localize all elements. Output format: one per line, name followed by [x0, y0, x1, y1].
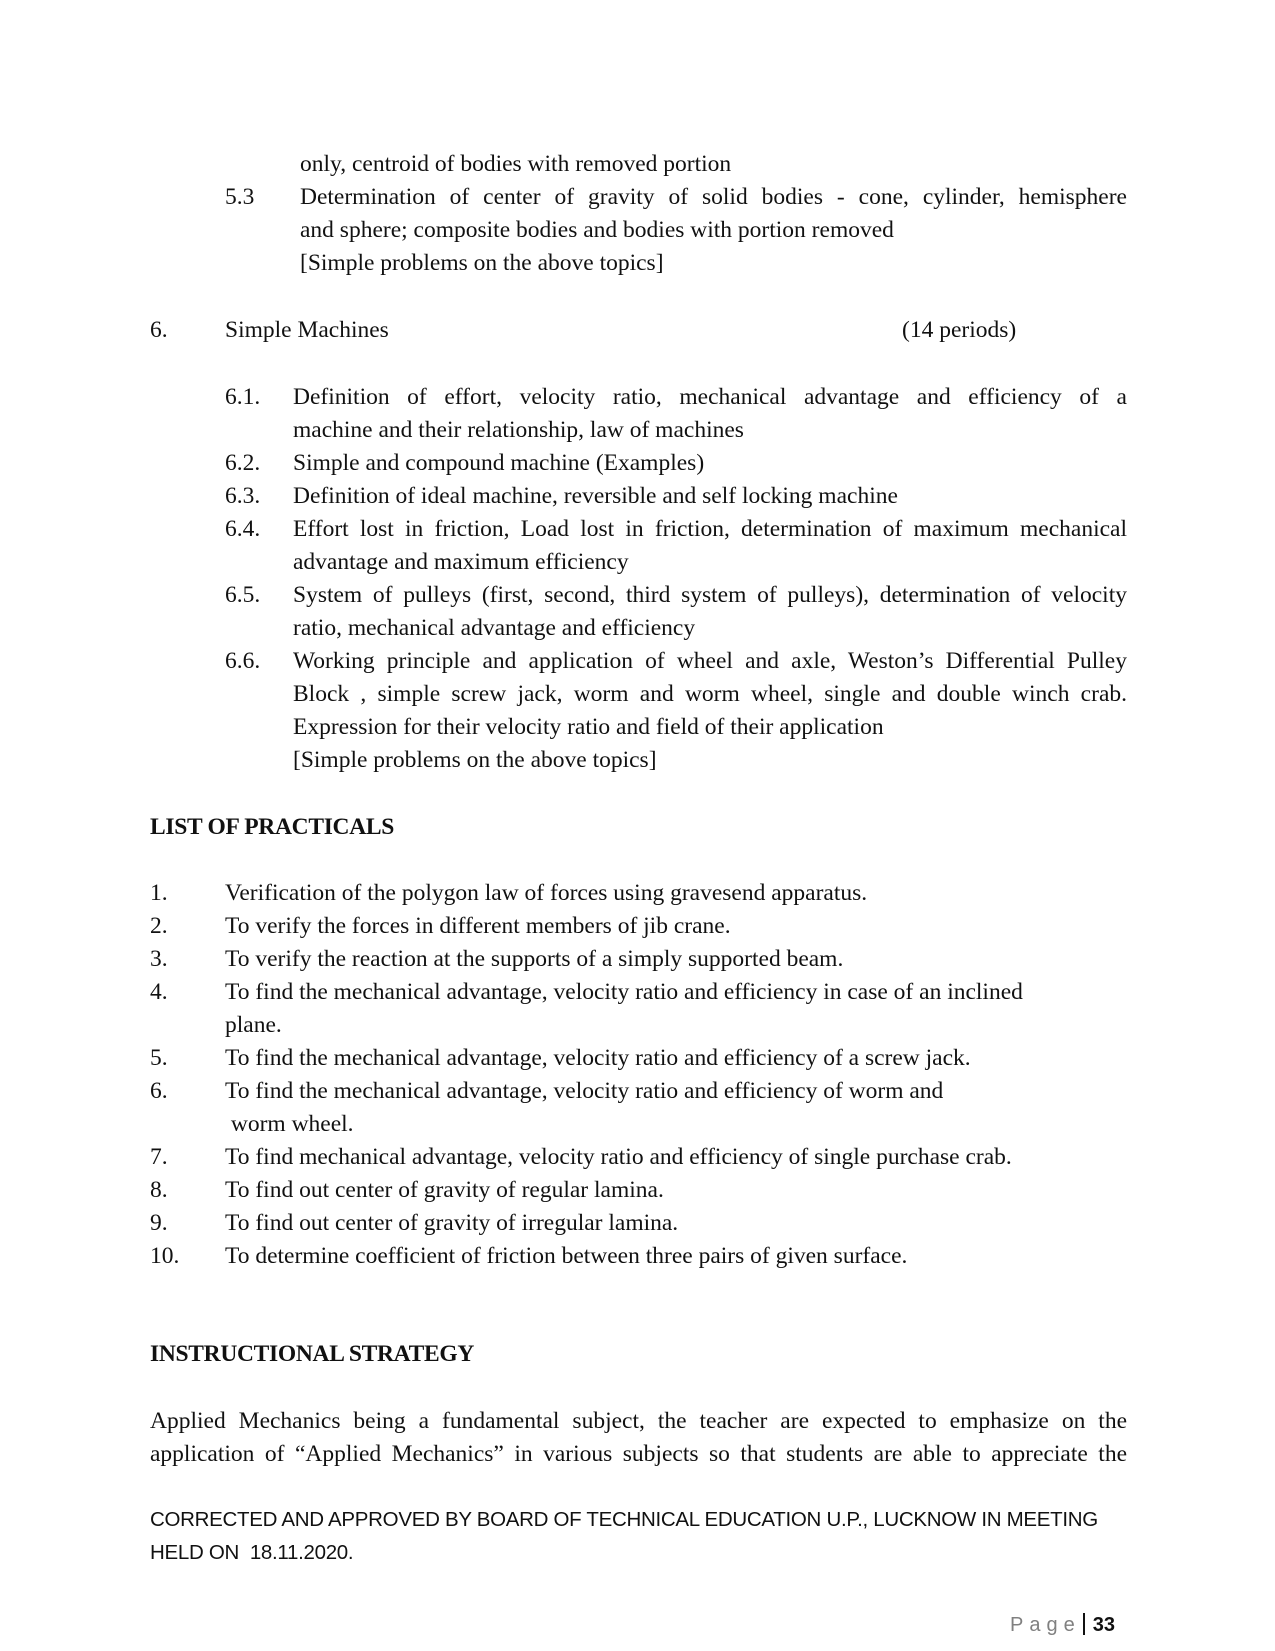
- list-item-number: 9.: [150, 1210, 168, 1236]
- list-item-text: Block , simple screw jack, worm and worm wheel, single and double winch crab.: [293, 681, 1127, 707]
- list-item-text: To find the mechanical advantage, velocity ratio and efficiency of worm and: [225, 1078, 944, 1104]
- list-item-number: 6.5.: [225, 582, 261, 608]
- list-item-text: Expression for their velocity ratio and field of their application: [293, 714, 884, 740]
- list-item-text: ratio, mechanical advantage and efficiency: [293, 615, 696, 641]
- list-item-text: Definition of ideal machine, reversible and self locking machine: [293, 483, 898, 509]
- item-5-3-number: 5.3: [225, 184, 255, 210]
- list-item-number: 7.: [150, 1144, 168, 1170]
- footer-approval-line2: HELD ON 18.11.2020.: [150, 1541, 354, 1564]
- list-item-text: machine and their relationship, law of machines: [293, 417, 744, 443]
- list-item-text: To find out center of gravity of regular lamina.: [225, 1177, 664, 1203]
- list-item-number: 3.: [150, 946, 168, 972]
- list-item-number: 6.: [150, 1078, 168, 1104]
- page-number-value: 33: [1092, 1614, 1115, 1636]
- list-item-text: To verify the forces in different members of jib crane.: [225, 913, 731, 939]
- list-item-number: 1.: [150, 880, 168, 906]
- section6-title: Simple Machines: [225, 317, 389, 343]
- strategy-paragraph-line1: Applied Mechanics being a fundamental subject, the teacher are expected to emphasize on the: [150, 1408, 1127, 1434]
- item-5-3-line3: [Simple problems on the above topics]: [300, 250, 664, 276]
- list-item-number: 2.: [150, 913, 168, 939]
- list-item-text: advantage and maximum efficiency: [293, 549, 629, 575]
- list-item-text: plane.: [225, 1012, 282, 1038]
- section6-periods: (14 periods): [902, 317, 1017, 343]
- list-item-text: Working principle and application of wheel and axle, Weston’s Differential Pulley: [293, 648, 1127, 674]
- list-item-text: Effort lost in friction, Load lost in friction, determination of maximum mechanical: [293, 516, 1127, 542]
- list-item-number: 5.: [150, 1045, 168, 1071]
- item-5-3-line2: and sphere; composite bodies and bodies with portion removed: [300, 217, 894, 243]
- list-item-number: 10.: [150, 1243, 180, 1269]
- list-item-text: To find the mechanical advantage, velocity ratio and efficiency in case of an inclined: [225, 979, 1023, 1005]
- list-item-number: 6.1.: [225, 384, 261, 410]
- list-item-number: 8.: [150, 1177, 168, 1203]
- list-item-text: To determine coefficient of friction between three pairs of given surface.: [225, 1243, 908, 1269]
- page-label: Page: [1010, 1614, 1081, 1636]
- list-item-text: Verification of the polygon law of forces using gravesend apparatus.: [225, 880, 868, 906]
- list-item-text: [Simple problems on the above topics]: [293, 747, 657, 773]
- strategy-paragraph-line2: application of “Applied Mechanics” in various subjects so that students are able to appreciate the: [150, 1441, 1127, 1467]
- list-item-text: System of pulleys (first, second, third system of pulleys), determination of velocity: [293, 582, 1127, 608]
- item-5-3-line1: Determination of center of gravity of solid bodies - cone, cylinder, hemisphere: [300, 184, 1127, 210]
- list-item-number: 6.2.: [225, 450, 261, 476]
- section5-carry-line: only, centroid of bodies with removed portion: [300, 151, 732, 177]
- list-item-number: 6.6.: [225, 648, 261, 674]
- list-item-text: To verify the reaction at the supports of a simply supported beam.: [225, 946, 844, 972]
- list-item-text: To find mechanical advantage, velocity ratio and efficiency of single purchase crab.: [225, 1144, 1012, 1170]
- page-divider: [1083, 1613, 1085, 1635]
- list-item-text: Definition of effort, velocity ratio, mechanical advantage and efficiency of a: [293, 384, 1127, 410]
- footer-approval-line1: CORRECTED AND APPROVED BY BOARD OF TECHNICAL EDUCATION U.P., LUCKNOW IN MEETING: [150, 1508, 1098, 1531]
- list-item-number: 4.: [150, 979, 168, 1005]
- page-number: [1010, 1613, 1115, 1637]
- list-item-number: 6.4.: [225, 516, 261, 542]
- list-item-text: To find out center of gravity of irregular lamina.: [225, 1210, 679, 1236]
- list-item-text: Simple and compound machine (Examples): [293, 450, 705, 476]
- instructional-strategy-heading: INSTRUCTIONAL STRATEGY: [150, 1341, 475, 1367]
- list-item-number: 6.3.: [225, 483, 261, 509]
- list-item-text: To find the mechanical advantage, velocity ratio and efficiency of a screw jack.: [225, 1045, 971, 1071]
- practicals-heading: LIST OF PRACTICALS: [150, 814, 395, 840]
- section6-number: 6.: [150, 317, 168, 343]
- list-item-text: worm wheel.: [225, 1111, 354, 1137]
